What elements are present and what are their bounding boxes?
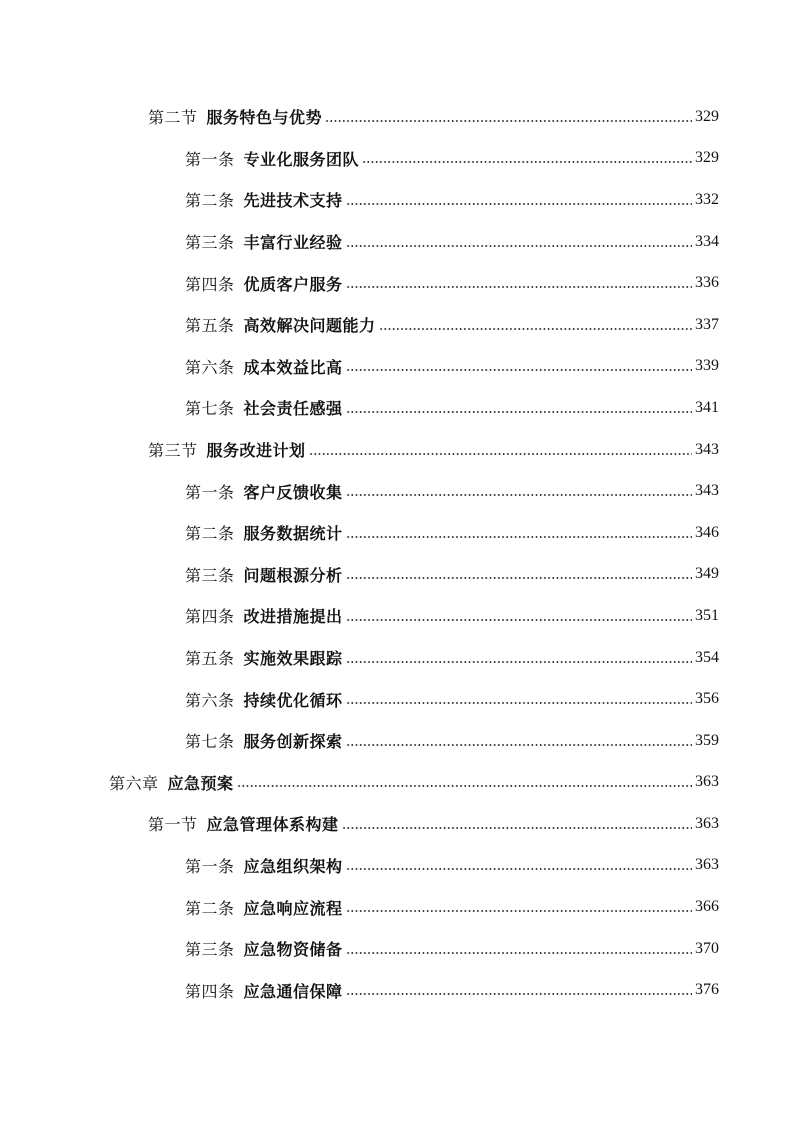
dot-leader [309, 452, 692, 456]
dot-leader [325, 119, 692, 123]
dot-leader [342, 826, 692, 830]
toc-entry-page-number: 363 [695, 773, 719, 791]
toc-entry-title: 应急响应流程 [243, 898, 343, 918]
toc-entry-number: 第一节 [148, 815, 198, 835]
toc-entry-article[interactable] [0, 221, 793, 263]
toc-entry-article[interactable] [0, 969, 793, 1011]
toc-entry-article[interactable] [0, 346, 793, 388]
toc-entry-page-number: 356 [695, 690, 719, 708]
toc-entry-page-number: 343 [695, 440, 719, 458]
toc-entry-title: 先进技术支持 [243, 191, 343, 211]
toc-entry-title: 改进措施提出 [243, 607, 343, 627]
toc-entry-title: 专业化服务团队 [243, 149, 360, 169]
toc-entry-article[interactable] [0, 138, 793, 180]
toc-entry-section[interactable] [0, 803, 793, 845]
dot-leader [346, 951, 692, 955]
toc-entry-number: 第三条 [185, 940, 235, 960]
toc-entry-title: 高效解决问题能力 [243, 316, 376, 336]
dot-leader [346, 576, 692, 580]
toc-entry-number: 第二条 [185, 898, 235, 918]
toc-entry-article[interactable] [0, 304, 793, 346]
dot-leader [346, 618, 692, 622]
dot-leader [346, 660, 692, 664]
toc-entry-article[interactable] [0, 928, 793, 970]
dot-leader [346, 743, 692, 747]
dot-leader [346, 535, 692, 539]
toc-entry-title: 应急通信保障 [243, 981, 343, 1001]
toc-entry-page-number: 363 [695, 814, 719, 832]
toc-entry-title: 丰富行业经验 [243, 233, 343, 253]
toc-entry-page-number: 363 [695, 856, 719, 874]
toc-entry-number: 第二条 [185, 524, 235, 544]
toc-entry-page-number: 366 [695, 898, 719, 916]
toc-entry-number: 第二节 [148, 108, 198, 128]
toc-entry-page-number: 339 [695, 357, 719, 375]
toc-entry-page-number: 376 [695, 981, 719, 999]
toc-entry-chapter[interactable] [0, 762, 793, 804]
toc-entry-page-number: 334 [695, 232, 719, 250]
toc-entry-article[interactable] [0, 512, 793, 554]
toc-entry-title: 应急组织架构 [243, 856, 343, 876]
dot-leader [346, 410, 692, 414]
toc-entry-number: 第一条 [185, 482, 235, 502]
dot-leader [362, 160, 692, 164]
toc-entry-title: 应急物资储备 [243, 940, 343, 960]
toc-entry-title: 客户反馈收集 [243, 482, 343, 502]
toc-entry-page-number: 343 [695, 482, 719, 500]
toc-entry-title: 应急管理体系构建 [206, 815, 339, 835]
toc-entry-article[interactable] [0, 678, 793, 720]
toc-entry-page-number: 332 [695, 190, 719, 208]
toc-entry-section[interactable] [0, 429, 793, 471]
dot-leader [346, 867, 692, 871]
toc-entry-number: 第六条 [185, 690, 235, 710]
toc-entry-title: 优质客户服务 [243, 274, 343, 294]
toc-entry-page-number: 337 [695, 315, 719, 333]
toc-entry-page-number: 351 [695, 606, 719, 624]
toc-entry-page-number: 329 [695, 149, 719, 167]
dot-leader [346, 992, 692, 996]
toc-entry-page-number: 349 [695, 565, 719, 583]
toc-entry-article[interactable] [0, 179, 793, 221]
toc-entry-title: 服务创新探索 [243, 732, 343, 752]
dot-leader [346, 701, 692, 705]
toc-entry-number: 第七条 [185, 399, 235, 419]
toc-entry-page-number: 329 [695, 107, 719, 125]
toc-entry-page-number: 341 [695, 398, 719, 416]
dot-leader [379, 327, 692, 331]
toc-entry-number: 第四条 [185, 607, 235, 627]
toc-entry-title: 问题根源分析 [243, 565, 343, 585]
toc-entry-number: 第五条 [185, 316, 235, 336]
toc-entry-article[interactable] [0, 886, 793, 928]
toc-entry-number: 第六章 [109, 773, 159, 793]
toc-entry-page-number: 346 [695, 523, 719, 541]
toc-entry-title: 服务数据统计 [243, 524, 343, 544]
toc-entry-title: 实施效果跟踪 [243, 649, 343, 669]
dot-leader [346, 202, 692, 206]
toc-entry-page-number: 354 [695, 648, 719, 666]
dot-leader [346, 285, 692, 289]
toc-entry-page-number: 359 [695, 731, 719, 749]
toc-entry-page-number: 370 [695, 939, 719, 957]
toc-entry-article[interactable] [0, 595, 793, 637]
toc-entry-article[interactable] [0, 554, 793, 596]
toc-entry-title: 应急预案 [167, 773, 234, 793]
toc-entry-number: 第二条 [185, 191, 235, 211]
toc-entry-title: 社会责任感强 [243, 399, 343, 419]
toc-entry-number: 第三条 [185, 565, 235, 585]
toc-entry-article[interactable] [0, 387, 793, 429]
toc-entry-number: 第四条 [185, 981, 235, 1001]
toc-entry-number: 第五条 [185, 649, 235, 669]
toc-entry-title: 持续优化循环 [243, 690, 343, 710]
table-of-contents [0, 96, 793, 1011]
toc-entry-number: 第三节 [148, 441, 198, 461]
dot-leader [346, 909, 692, 913]
toc-entry-title: 服务改进计划 [206, 441, 306, 461]
dot-leader [346, 368, 692, 372]
toc-entry-article[interactable] [0, 845, 793, 887]
dot-leader [346, 244, 692, 248]
toc-entry-number: 第四条 [185, 274, 235, 294]
toc-entry-page-number: 336 [695, 274, 719, 292]
dot-leader [237, 784, 692, 788]
toc-entry-article[interactable] [0, 720, 793, 762]
toc-entry-article[interactable] [0, 637, 793, 679]
toc-entry-number: 第三条 [185, 233, 235, 253]
toc-entry-title: 成本效益比高 [243, 357, 343, 377]
toc-entry-number: 第一条 [185, 149, 235, 169]
toc-entry-number: 第六条 [185, 357, 235, 377]
toc-entry-number: 第七条 [185, 732, 235, 752]
toc-entry-number: 第一条 [185, 856, 235, 876]
toc-entry-article[interactable] [0, 262, 793, 304]
toc-entry-section[interactable] [0, 96, 793, 138]
dot-leader [346, 493, 692, 497]
toc-entry-title: 服务特色与优势 [206, 108, 323, 128]
toc-entry-article[interactable] [0, 470, 793, 512]
